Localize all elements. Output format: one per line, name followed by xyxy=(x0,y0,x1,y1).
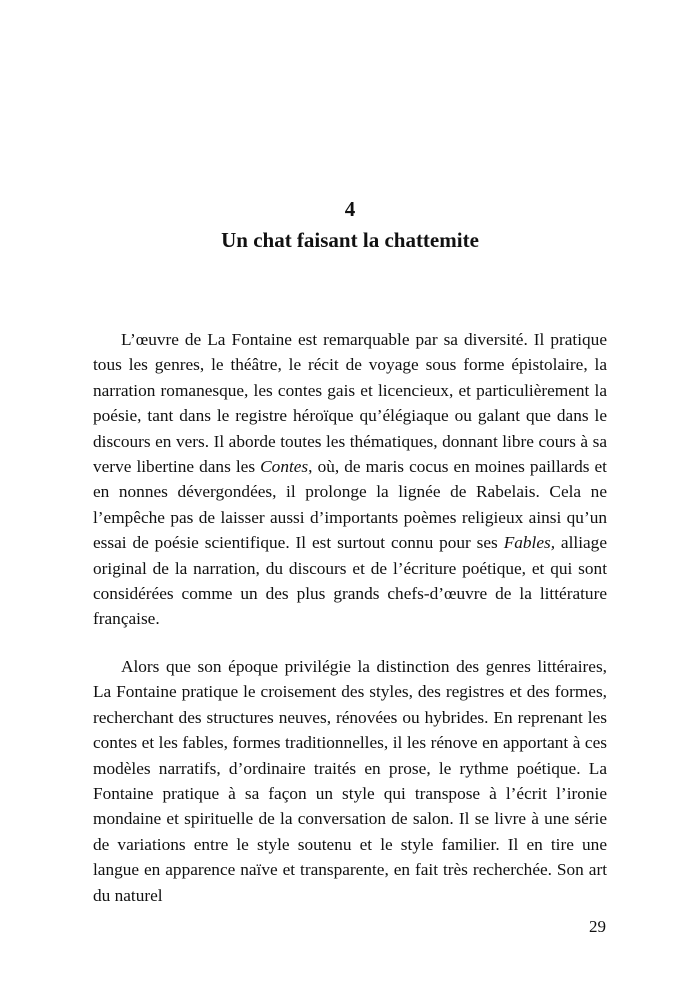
chapter-title: Un chat faisant la chattemite xyxy=(221,228,479,252)
text-run: Alors que son époque privilégie la distinction des genres littéraires, La Fontaine pratique le croisement des styles, des registres et des formes, recherchant des structures neuves, rénovées ou hybrides. En reprenant les contes et les fables, formes traditionnelles, il les rénove en apportant à ces modèles narratifs, d’ordinaire traités en prose, le rythme poétique. La Fontaine pratique à sa façon un style qui transpose à l’écrit l’ironie mondaine et spirituelle de la conversation de salon. Il se livre à une série de variations entre le style soutenu et le style familier. Il en tire une langue en apparence naïve et transparente, en fait très recherchée. Son art du naturel xyxy=(93,656,607,905)
text-run: , où, de maris cocus en moines paillards et en nonnes dévergondées, il prolonge la lignée de Rabelais. Cela ne l’empêche pas de laisser aussi d’importants poèmes religieux ainsi qu’un essai de poésie scientifique. Il est surtout connu pour ses xyxy=(93,457,607,553)
paragraph-2 xyxy=(93,654,607,908)
text-run: alliage original de la narration, du discours et de l’écriture poétique, et qui sont considérées comme un des plus grands chefs-d’œuvre de la littérature française. xyxy=(93,533,607,629)
paragraph-1 xyxy=(93,327,607,632)
italic-title-contes: Contes xyxy=(260,457,309,477)
italic-title-fables: Fables, xyxy=(503,533,556,553)
page-number: 29 xyxy=(589,917,606,936)
chapter-number: 4 xyxy=(344,197,356,221)
text-run: L’œuvre de La Fontaine est remarquable par sa diversité. Il pratique tous les genres, le théâtre, le récit de voyage sous forme épistolaire, la narration romanesque, les contes gais et licencieux, et particulièrement la poésie, tant dans le registre héroïque qu’élégiaque ou galant que dans le discours en vers. Il aborde toutes les thématiques, donnant libre cours à sa verve libertine dans les xyxy=(93,330,607,477)
body-text xyxy=(93,327,607,908)
